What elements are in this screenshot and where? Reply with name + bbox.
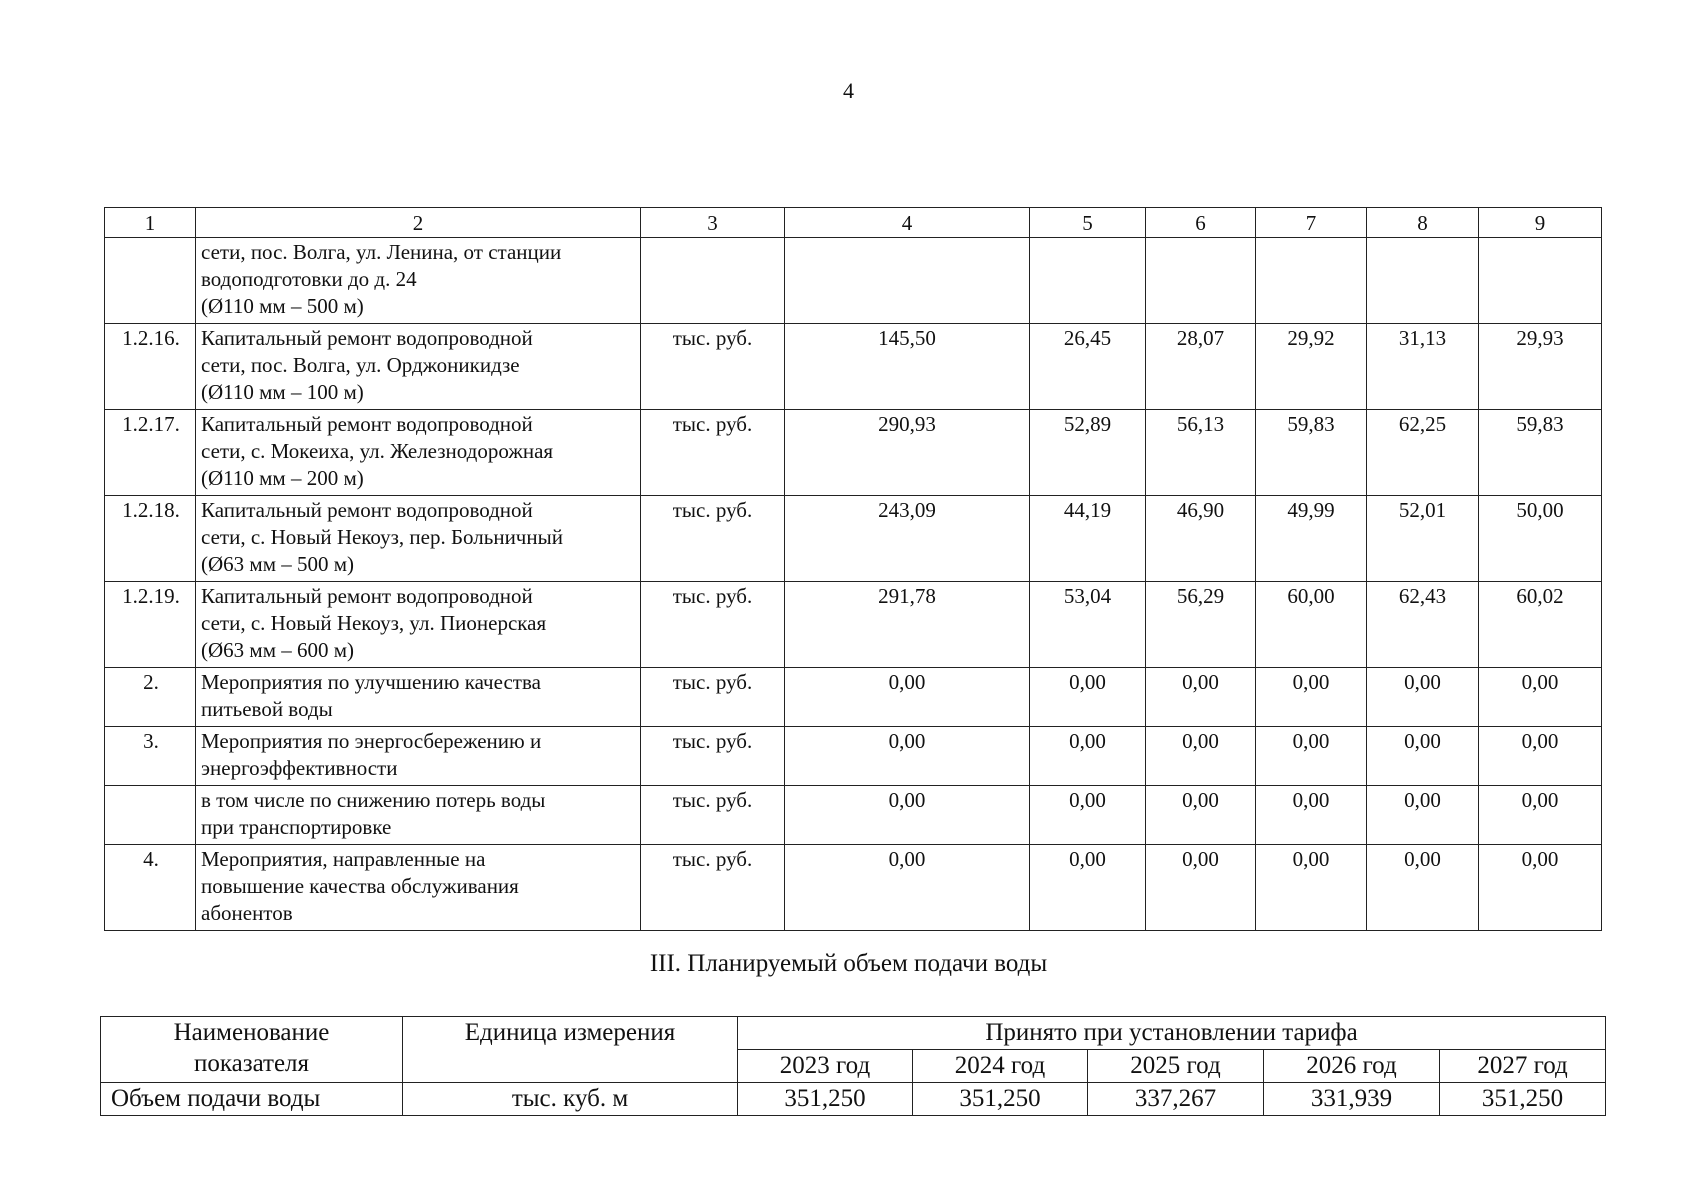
table-row bbox=[105, 496, 1602, 582]
row-description bbox=[196, 496, 641, 582]
row-unit: тыс. руб. bbox=[641, 786, 785, 845]
row-description bbox=[196, 324, 641, 410]
value-cell: 29,92 bbox=[1256, 324, 1367, 410]
description-line: Мероприятия по энергосбережению и bbox=[201, 729, 542, 753]
value-cell: 62,43 bbox=[1367, 582, 1479, 668]
table-row bbox=[105, 410, 1602, 496]
description-line: (Ø110 мм – 500 м) bbox=[201, 294, 364, 318]
table-row bbox=[105, 845, 1602, 931]
column-header: 5 bbox=[1030, 208, 1146, 238]
description-line: (Ø63 мм – 500 м) bbox=[201, 552, 355, 576]
value-cell: 0,00 bbox=[1256, 845, 1367, 931]
row-description bbox=[196, 668, 641, 727]
description-line: в том числе по снижению потерь воды bbox=[201, 788, 546, 812]
volume-value: 337,267 bbox=[1088, 1083, 1264, 1116]
value-cell: 60,00 bbox=[1256, 582, 1367, 668]
indicator-name: Объем подачи воды bbox=[101, 1083, 403, 1116]
value-cell: 49,99 bbox=[1256, 496, 1367, 582]
row-description bbox=[196, 727, 641, 786]
value-cell: 52,01 bbox=[1367, 496, 1479, 582]
description-line: Капитальный ремонт водопроводной bbox=[201, 498, 533, 522]
table-row bbox=[105, 727, 1602, 786]
header-row bbox=[105, 208, 1602, 238]
value-cell: 0,00 bbox=[1256, 668, 1367, 727]
value-cell: 0,00 bbox=[1479, 668, 1602, 727]
page-number: 4 bbox=[843, 78, 854, 103]
volume-value: 351,250 bbox=[738, 1083, 913, 1116]
description-line: (Ø63 мм – 600 м) bbox=[201, 638, 355, 662]
value-cell: 243,09 bbox=[785, 496, 1030, 582]
table-row bbox=[105, 582, 1602, 668]
table-row bbox=[101, 1083, 1606, 1116]
column-header: 7 bbox=[1256, 208, 1367, 238]
column-header: 3 bbox=[641, 208, 785, 238]
column-header: 2 bbox=[196, 208, 641, 238]
section-heading: III. Планируемый объем подачи воды bbox=[649, 950, 1048, 977]
value-cell: 26,45 bbox=[1030, 324, 1146, 410]
value-cell: 145,50 bbox=[785, 324, 1030, 410]
value-cell: 0,00 bbox=[785, 668, 1030, 727]
value-cell: 31,13 bbox=[1367, 324, 1479, 410]
name-header-line: показателя bbox=[193, 1050, 310, 1077]
value-cell: 56,13 bbox=[1146, 410, 1256, 496]
year-header: 2023 год bbox=[738, 1050, 913, 1083]
row-unit bbox=[641, 238, 785, 324]
row-number: 3. bbox=[105, 727, 196, 786]
description-line: (Ø110 мм – 200 м) bbox=[201, 466, 364, 490]
value-cell: 60,02 bbox=[1479, 582, 1602, 668]
value-cell: 28,07 bbox=[1146, 324, 1256, 410]
row-unit: тыс. руб. bbox=[641, 727, 785, 786]
year-header: 2024 год bbox=[913, 1050, 1088, 1083]
column-header: 4 bbox=[785, 208, 1030, 238]
column-header: 9 bbox=[1479, 208, 1602, 238]
row-unit: тыс. руб. bbox=[641, 496, 785, 582]
value-cell: 0,00 bbox=[1256, 786, 1367, 845]
value-cell: 0,00 bbox=[1256, 727, 1367, 786]
value-cell: 0,00 bbox=[1030, 727, 1146, 786]
row-unit: тыс. руб. bbox=[641, 324, 785, 410]
row-number: 1.2.17. bbox=[105, 410, 196, 496]
value-cell: 29,93 bbox=[1479, 324, 1602, 410]
value-cell: 0,00 bbox=[785, 786, 1030, 845]
description-line: Мероприятия, направленные на bbox=[201, 847, 486, 871]
column-header: 1 bbox=[105, 208, 196, 238]
row-description bbox=[196, 786, 641, 845]
description-line: (Ø110 мм – 100 м) bbox=[201, 380, 364, 404]
value-cell bbox=[1146, 238, 1256, 324]
description-line: абонентов bbox=[201, 901, 293, 925]
column-header: 6 bbox=[1146, 208, 1256, 238]
volume-value: 331,939 bbox=[1264, 1083, 1440, 1116]
value-cell: 0,00 bbox=[1146, 845, 1256, 931]
value-cell: 0,00 bbox=[1367, 668, 1479, 727]
volume-value: 351,250 bbox=[1440, 1083, 1606, 1116]
description-line: Капитальный ремонт водопроводной bbox=[201, 584, 533, 608]
row-number bbox=[105, 238, 196, 324]
tariff-group-header: Принято при установлении тарифа bbox=[738, 1017, 1606, 1050]
table-row bbox=[105, 668, 1602, 727]
year-header: 2026 год bbox=[1264, 1050, 1440, 1083]
value-cell: 0,00 bbox=[1479, 845, 1602, 931]
description-line: повышение качества обслуживания bbox=[201, 874, 519, 898]
description-line: сети, с. Мокеиха, ул. Железнодорожная bbox=[201, 439, 554, 463]
name-header bbox=[101, 1017, 403, 1083]
table-row bbox=[105, 324, 1602, 410]
description-line: водоподготовки до д. 24 bbox=[201, 267, 417, 291]
row-unit: тыс. руб. bbox=[641, 668, 785, 727]
table-row bbox=[105, 786, 1602, 845]
row-description bbox=[196, 410, 641, 496]
table-row bbox=[105, 238, 1602, 324]
value-cell bbox=[1256, 238, 1367, 324]
description-line: Капитальный ремонт водопроводной bbox=[201, 412, 533, 436]
value-cell: 62,25 bbox=[1367, 410, 1479, 496]
description-line: сети, с. Новый Некоуз, пер. Больничный bbox=[201, 525, 563, 549]
value-cell: 0,00 bbox=[1479, 786, 1602, 845]
value-cell: 52,89 bbox=[1030, 410, 1146, 496]
description-line: сети, пос. Волга, ул. Ленина, от станции bbox=[201, 240, 562, 264]
unit-header: Единица измерения bbox=[403, 1017, 738, 1083]
description-line: энергоэффективности bbox=[201, 756, 398, 780]
row-number: 1.2.19. bbox=[105, 582, 196, 668]
description-line: при транспортировке bbox=[201, 815, 392, 839]
value-cell bbox=[785, 238, 1030, 324]
value-cell: 0,00 bbox=[1030, 845, 1146, 931]
value-cell bbox=[1479, 238, 1602, 324]
value-cell: 0,00 bbox=[785, 727, 1030, 786]
value-cell: 0,00 bbox=[1367, 727, 1479, 786]
row-unit: тыс. руб. bbox=[641, 410, 785, 496]
value-cell bbox=[1030, 238, 1146, 324]
value-cell: 0,00 bbox=[1146, 668, 1256, 727]
value-cell: 59,83 bbox=[1479, 410, 1602, 496]
value-cell: 291,78 bbox=[785, 582, 1030, 668]
description-line: Мероприятия по улучшению качества bbox=[201, 670, 541, 694]
value-cell: 0,00 bbox=[1146, 786, 1256, 845]
value-cell: 50,00 bbox=[1479, 496, 1602, 582]
investment-table bbox=[104, 207, 1602, 931]
value-cell: 56,29 bbox=[1146, 582, 1256, 668]
indicator-unit: тыс. куб. м bbox=[403, 1083, 738, 1116]
row-description bbox=[196, 582, 641, 668]
value-cell bbox=[1367, 238, 1479, 324]
value-cell: 0,00 bbox=[1367, 786, 1479, 845]
value-cell: 44,19 bbox=[1030, 496, 1146, 582]
value-cell: 46,90 bbox=[1146, 496, 1256, 582]
volume-value: 351,250 bbox=[913, 1083, 1088, 1116]
description-line: питьевой воды bbox=[201, 697, 333, 721]
water-volume-table bbox=[100, 1016, 1606, 1116]
value-cell: 0,00 bbox=[1367, 845, 1479, 931]
description-line: сети, с. Новый Некоуз, ул. Пионерская bbox=[201, 611, 547, 635]
value-cell: 290,93 bbox=[785, 410, 1030, 496]
row-unit: тыс. руб. bbox=[641, 845, 785, 931]
row-unit: тыс. руб. bbox=[641, 582, 785, 668]
description-line: Капитальный ремонт водопроводной bbox=[201, 326, 533, 350]
row-number: 1.2.18. bbox=[105, 496, 196, 582]
value-cell: 0,00 bbox=[1479, 727, 1602, 786]
year-header: 2027 год bbox=[1440, 1050, 1606, 1083]
row-number bbox=[105, 786, 196, 845]
value-cell: 0,00 bbox=[1030, 786, 1146, 845]
value-cell: 0,00 bbox=[1146, 727, 1256, 786]
name-header-line: Наименование bbox=[173, 1019, 330, 1046]
row-number: 1.2.16. bbox=[105, 324, 196, 410]
value-cell: 0,00 bbox=[785, 845, 1030, 931]
row-number: 4. bbox=[105, 845, 196, 931]
value-cell: 53,04 bbox=[1030, 582, 1146, 668]
row-description bbox=[196, 845, 641, 931]
description-line: сети, пос. Волга, ул. Орджоникидзе bbox=[201, 353, 520, 377]
year-header: 2025 год bbox=[1088, 1050, 1264, 1083]
row-number: 2. bbox=[105, 668, 196, 727]
row-description bbox=[196, 238, 641, 324]
value-cell: 59,83 bbox=[1256, 410, 1367, 496]
column-header: 8 bbox=[1367, 208, 1479, 238]
value-cell: 0,00 bbox=[1030, 668, 1146, 727]
